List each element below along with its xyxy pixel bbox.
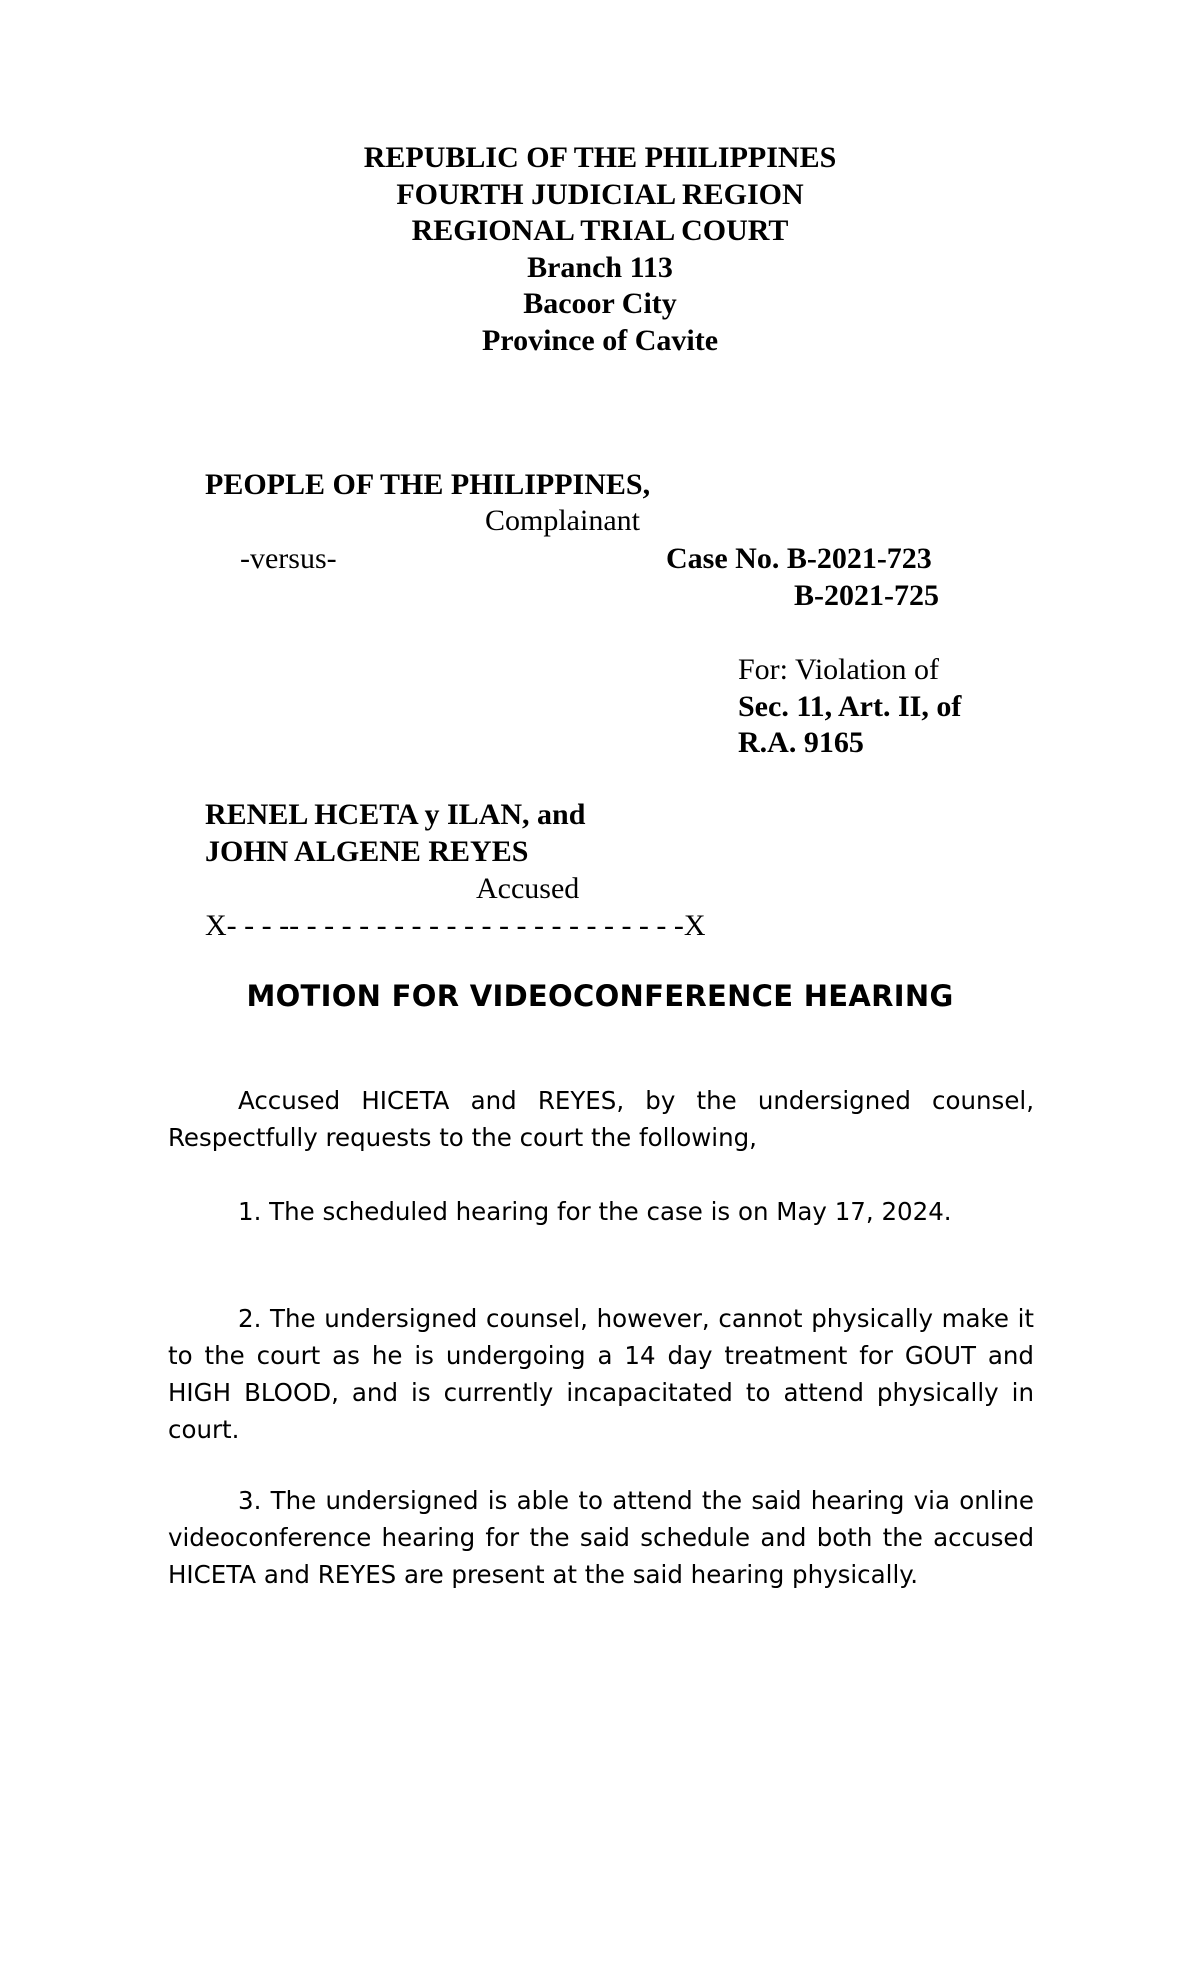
accused-role: Accused: [476, 872, 580, 905]
court-header-region: FOURTH JUDICIAL REGION: [396, 177, 804, 211]
violation-section: Sec. 11, Art. II, of: [738, 690, 962, 723]
motion-title: MOTION FOR VIDEOCONFERENCE HEARING: [246, 979, 954, 1013]
numbered-item-3: 3. The undersigned is able to attend the said hearing via online videoconference hearing for the said schedule and both the accused HICETA and REYES are present at the said hearing physically.: [168, 1486, 1034, 1589]
caption-separator: X- - - -- - - - - - - - - - - - - - - - - - - - - - -X: [205, 909, 706, 942]
court-header-rtc: REGIONAL TRIAL COURT: [411, 214, 789, 247]
intro-paragraph: Accused HICETA and REYES, by the undersigned counsel, Respectfully requests to the court the following,: [168, 1086, 1034, 1152]
numbered-item-1: 1. The scheduled hearing for the case is on May 17, 2024.: [238, 1197, 952, 1226]
case-number-primary: Case No. B-2021-723: [666, 542, 932, 575]
court-header-branch: Branch 113: [527, 250, 673, 284]
versus-label: -versus-: [240, 542, 337, 575]
court-header-province: Province of Cavite: [481, 323, 719, 357]
court-header-republic: REPUBLIC OF THE PHILIPPINES: [363, 141, 837, 174]
case-number-secondary: B-2021-725: [794, 579, 939, 612]
violation-label: For: Violation of: [738, 653, 939, 686]
accused-name-2: JOHN ALGENE REYES: [205, 835, 529, 868]
accused-name-1: RENEL HCETA y ILAN, and: [205, 798, 586, 831]
court-header: [0, 140, 1200, 359]
court-header-city: Bacoor City: [523, 287, 677, 320]
numbered-item-2: 2. The undersigned counsel, however, cannot physically make it to the court as he is undergoing a 14 day treatment for GOUT and HIGH BLOOD, and is currently incapacitated to attend physically in court.: [168, 1304, 1034, 1444]
violation-law: R.A. 9165: [738, 726, 864, 759]
plaintiff-role: Complainant: [485, 504, 640, 537]
plaintiff-name: PEOPLE OF THE PHILIPPINES,: [205, 468, 651, 501]
